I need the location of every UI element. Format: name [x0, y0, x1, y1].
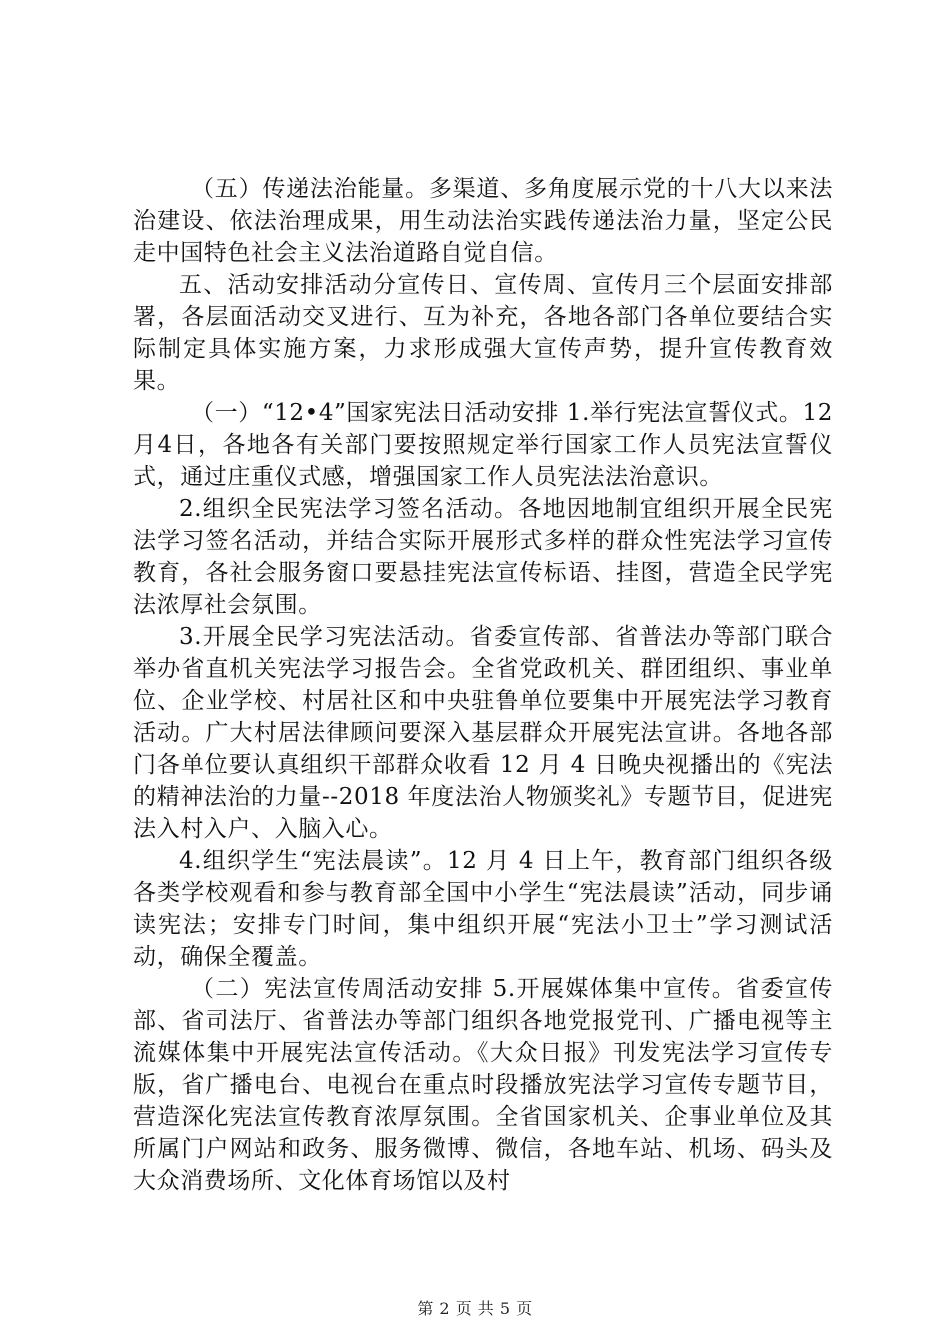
- paragraph-morning-reading: 4.组织学生“宪法晨读”。12 月 4 日上午，教育部门组织各级各类学校观看和参与教育部全国中小学生“宪法晨读”活动，同步诵读宪法；安排专门时间，集中组织开展“宪法小卫士”学习测试活动，确保全覆盖。: [133, 848, 833, 970]
- paragraph-activity-arrangement: 五、活动安排活动分宣传日、宣传周、宣传月三个层面安排部署，各层面活动交叉进行、互为补充，各地各部门各单位要结合实际制定具体实施方案，力求形成强大宣传声势，提升宣传教育效果。: [133, 272, 833, 394]
- paragraph-publicity-week: （二）宪法宣传周活动安排 5.开展媒体集中宣传。省委宣传部、省司法厅、省普法办等部门组织各地党报党刊、广播电视等主流媒体集中开展宪法宣传活动。《大众日报》刊发宪法学习宣传专版，省广播电台、电视台在重点时段播放宪法学习宣传专题节目，营造深化宪法宣传教育浓厚氛围。全省国家机关、企事业单位及其所属门户网站和政务、服务微博、微信，各地车站、机场、码头及大众消费场所、文化体育场馆以及村: [133, 976, 833, 1194]
- paragraph-five-transmit: （五）传递法治能量。多渠道、多角度展示党的十八大以来法治建设、依法治理成果，用生动法治实践传递法治力量，坚定公民走中国特色社会主义法治道路自觉自信。: [133, 176, 833, 266]
- page-footer: 第 2 页 共 5 页: [417, 1299, 533, 1318]
- paragraph-signature-activity: 2.组织全民宪法学习签名活动。各地因地制宜组织开展全民宪法学习签名活动，并结合实际开展形式多样的群众性宪法学习宣传教育，各社会服务窗口要悬挂宪法宣传标语、挂图，营造全民学宪法浓厚社会氛围。: [133, 496, 833, 618]
- document-body: [133, 173, 833, 1197]
- paragraph-national-study: 3.开展全民学习宪法活动。省委宣传部、省普法办等部门联合举办省直机关宪法学习报告会。全省党政机关、群团组织、事业单位、企业学校、村居社区和中央驻鲁单位要集中开展宪法学习教育活动。广大村居法律顾问要深入基层群众开展宪法宣讲。各地各部门各单位要认真组织干部群众收看 12 月 4 日晚央视播出的《宪法的精神法治的力量--2018 年度法治人物颁奖礼》专题节目，促进宪法入村入户、入脑入心。: [133, 624, 833, 842]
- paragraph-constitution-day: （一）“12•4”国家宪法日活动安排 1.举行宪法宣誓仪式。12月4日，各地各有关部门要按照规定举行国家工作人员宪法宣誓仪式，通过庄重仪式感，增强国家工作人员宪法法治意识。: [133, 400, 833, 490]
